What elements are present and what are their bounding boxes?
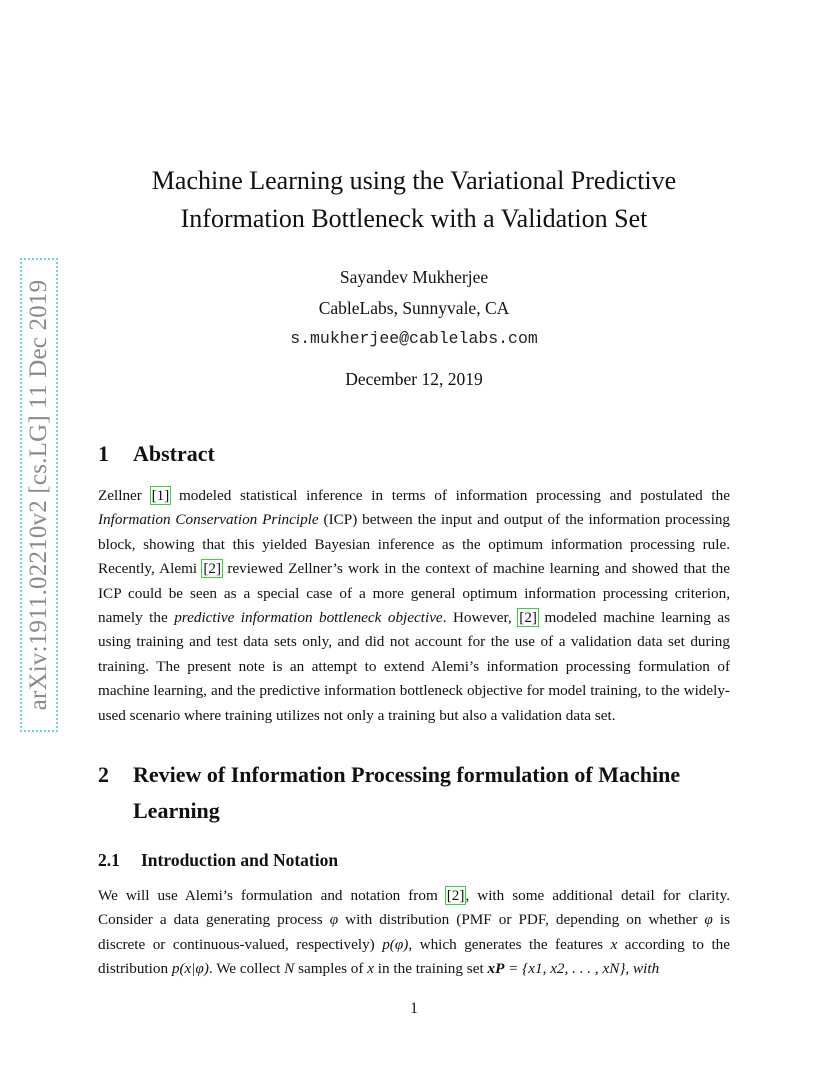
- text-run: , with some additional detail for clarity. Consider a data generating process: [98, 887, 730, 929]
- text-run: We will use Alemi’s formulation and notation from: [98, 887, 446, 904]
- math-symbol: φ: [704, 911, 713, 929]
- text-run: is discrete or continuous-valued, respectively): [98, 911, 730, 953]
- math-expression: = {x1, x2, . . . , xN}, with: [504, 960, 660, 978]
- author-email[interactable]: s.mukherjee@cablelabs.com: [290, 329, 538, 348]
- math-expression: p(x|φ): [171, 960, 209, 978]
- math-symbol: φ: [329, 911, 339, 929]
- section-number: 1: [98, 441, 109, 466]
- text-run: . We collect: [208, 960, 285, 978]
- citation-link[interactable]: [2]: [519, 609, 537, 627]
- section-title: Review of Information Processing formulation of Machine Learning: [133, 762, 681, 823]
- subsection-heading: [98, 849, 338, 871]
- citation-link[interactable]: [2]: [203, 560, 222, 578]
- text-run: (ICP) between the input and output of the information processing block, showing that this yielded Bayesian inference as the optimum information processing rule. Recently, Alemi: [98, 511, 731, 578]
- author-name: Sayandev Mukherjee: [339, 267, 489, 287]
- math-symbol: x: [610, 935, 618, 953]
- text-run: , which generates the features: [408, 935, 611, 953]
- emphasis-term: Information Conservation Principle: [98, 511, 319, 529]
- page-number: 1: [410, 1000, 418, 1017]
- text-run: modeled machine learning as using training and test data sets only, and did not account for the use of a validation data set during training. The present note is an attempt to extend Alemi’s information processing formulation of machine learning, and the predictive information bottleneck objective for model training, to the widely-used scenario where training utilizes not only a training but also a validation data set.: [98, 609, 730, 724]
- math-training-set: xP: [487, 960, 505, 978]
- subsection-title: Introduction and Notation: [141, 850, 339, 870]
- emphasis-term: predictive information bottleneck objective: [174, 609, 443, 627]
- citation-link[interactable]: [1]: [151, 487, 170, 504]
- text-run: samples of: [294, 960, 368, 978]
- arxiv-stamp: [20, 258, 58, 732]
- section-number: 2: [98, 762, 109, 787]
- paper-title: [98, 162, 730, 238]
- math-expression: p(φ): [382, 935, 409, 953]
- text-run: Zellner: [98, 487, 151, 504]
- abstract-paragraph: [98, 484, 730, 728]
- text-run: modeled statistical inference in terms of information processing and postulated the: [170, 487, 730, 504]
- math-symbol: N: [284, 960, 295, 978]
- arxiv-identifier: arXiv:1911.02210v2 [cs.LG] 11 Dec 2019: [25, 279, 52, 711]
- text-run: reviewed Zellner’s work in the context of machine learning and showed that the ICP could be seen as a special case of a more general optimum information processing criterion, namely the: [98, 560, 730, 627]
- text-run: according to the distribution: [98, 935, 730, 978]
- author-affiliation: CableLabs, Sunnyvale, CA: [318, 298, 510, 318]
- section-title: Abstract: [133, 441, 215, 466]
- title-line-1: Machine Learning using the Variational Predictive: [151, 166, 677, 195]
- text-run: in the training set: [374, 960, 488, 978]
- math-symbol: x: [367, 960, 374, 978]
- paper-date: December 12, 2019: [345, 369, 483, 389]
- text-run: . However,: [442, 609, 519, 627]
- citation-link[interactable]: [2]: [446, 887, 465, 904]
- title-line-2: Information Bottleneck with a Validation Set: [180, 204, 648, 233]
- subsection-number: 2.1: [98, 850, 120, 870]
- intro-paragraph: [98, 884, 730, 982]
- text-run: with distribution (PMF or PDF, depending on whether: [338, 911, 705, 929]
